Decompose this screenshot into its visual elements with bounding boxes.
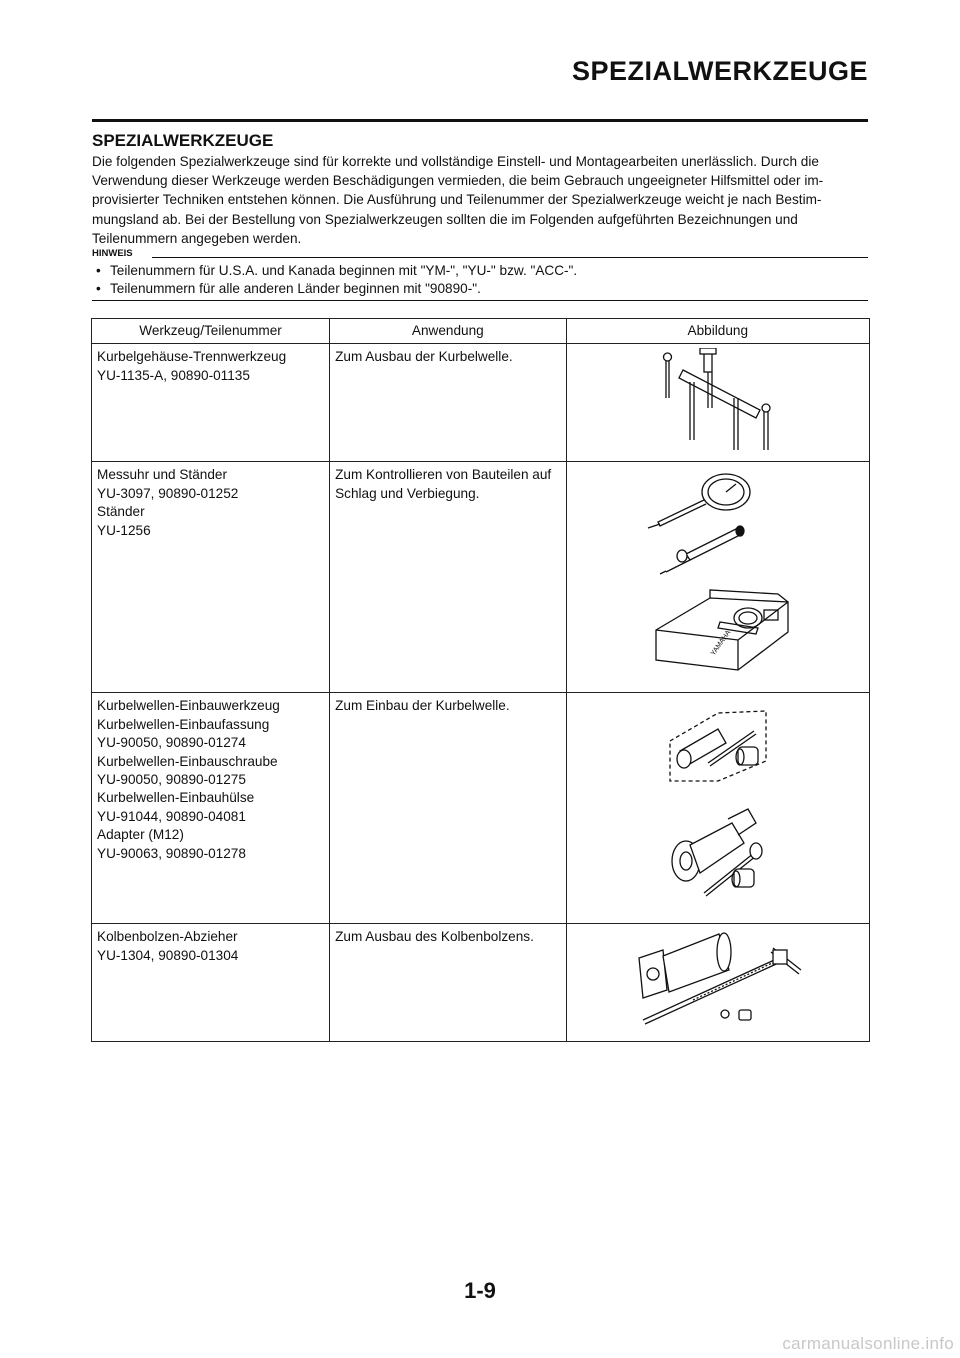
- piston-pin-puller-illustration: [633, 930, 803, 1035]
- tool-name-cell: Kolbenbolzen-Abzieher YU-1304, 90890-01304: [92, 924, 330, 1042]
- tool-image-cell: [566, 693, 869, 924]
- crankshaft-installer-illustration: [658, 701, 778, 916]
- note-rule-bottom: [92, 300, 868, 301]
- header-image: Abbildung: [566, 319, 869, 344]
- page-number: 1-9: [464, 1278, 496, 1303]
- tool-name-cell: Messuhr und Ständer YU-3097, 90890-01252 Ständer YU-1256: [92, 462, 330, 693]
- crankcase-separator-illustration: [648, 348, 788, 458]
- tool-use-cell: Zum Kontrollieren von Bauteilen auf Schlag und Verbiegung.: [330, 462, 566, 693]
- tool-image-cell: [566, 462, 869, 693]
- special-tools-table: [91, 318, 870, 1042]
- tool-image-cell: [566, 924, 869, 1042]
- tool-name-cell: Kurbelwellen-Einbauwerkzeug Kurbelwellen-Einbaufassung YU-90050, 90890-01274 Kurbelwellen-Einbauschraube YU-90050, 90890-01275 Kurbelwellen-Einbauhülse YU-91044, 90890-04081 Adapter (M12) YU-90063, 90890-01278: [92, 693, 330, 924]
- tool-image-cell: [566, 344, 869, 462]
- dial-gauge-illustration: [638, 470, 798, 685]
- note-item: • Teilenummern für U.S.A. und Kanada beginnen mit "YM-", "YU-" bzw. "ACC-".: [92, 262, 870, 280]
- table-row: [92, 924, 870, 1042]
- tool-use-cell: Zum Einbau der Kurbelwelle.: [330, 693, 566, 924]
- header-tool: Werkzeug/Teilenummer: [92, 319, 330, 344]
- header-rule: [92, 119, 868, 122]
- page-header-title: SPEZIALWERKZEUGE: [571, 56, 868, 86]
- yamaha-box-label: YAMAHA: [709, 629, 733, 658]
- note-label: HINWEIS: [92, 248, 133, 259]
- table-row: [92, 462, 870, 693]
- section-title: SPEZIALWERKZEUGE: [92, 131, 274, 150]
- note-list: [92, 262, 870, 298]
- watermark: carmanualsonline.info: [782, 1334, 954, 1353]
- header-use: Anwendung: [330, 319, 566, 344]
- note-rule-top: [152, 257, 868, 258]
- table-row: [92, 693, 870, 924]
- tool-use-cell: Zum Ausbau des Kolbenbolzens.: [330, 924, 566, 1042]
- tool-use-cell: Zum Ausbau der Kurbelwelle.: [330, 344, 566, 462]
- tool-name-cell: Kurbelgehäuse-Trennwerkzeug YU-1135-A, 90890-01135: [92, 344, 330, 462]
- intro-paragraph: Die folgenden Spezialwerkzeuge sind für korrekte und vollständige Einstell- und Montagearbeiten unerlässlich. Durch die Verwendung dieser Werkzeuge werden Beschädigungen vermieden, die beim Gebrauch ungeeigneter Hilfsmittel oder im-provisierter Techniken entstehen können. Die Ausführung und Teilenummer der Spezialwerkzeuge weicht je nach Bestim-mungsland ab. Bei der Bestellung von Spezialwerkzeugen sollten die im Folgenden aufgeführten Bezeichnungen und Teilenummern angegeben werden.: [92, 154, 824, 246]
- table-row: [92, 344, 870, 462]
- table-header-row: [92, 319, 870, 344]
- note-item: • Teilenummern für alle anderen Länder beginnen mit "90890-".: [92, 280, 870, 298]
